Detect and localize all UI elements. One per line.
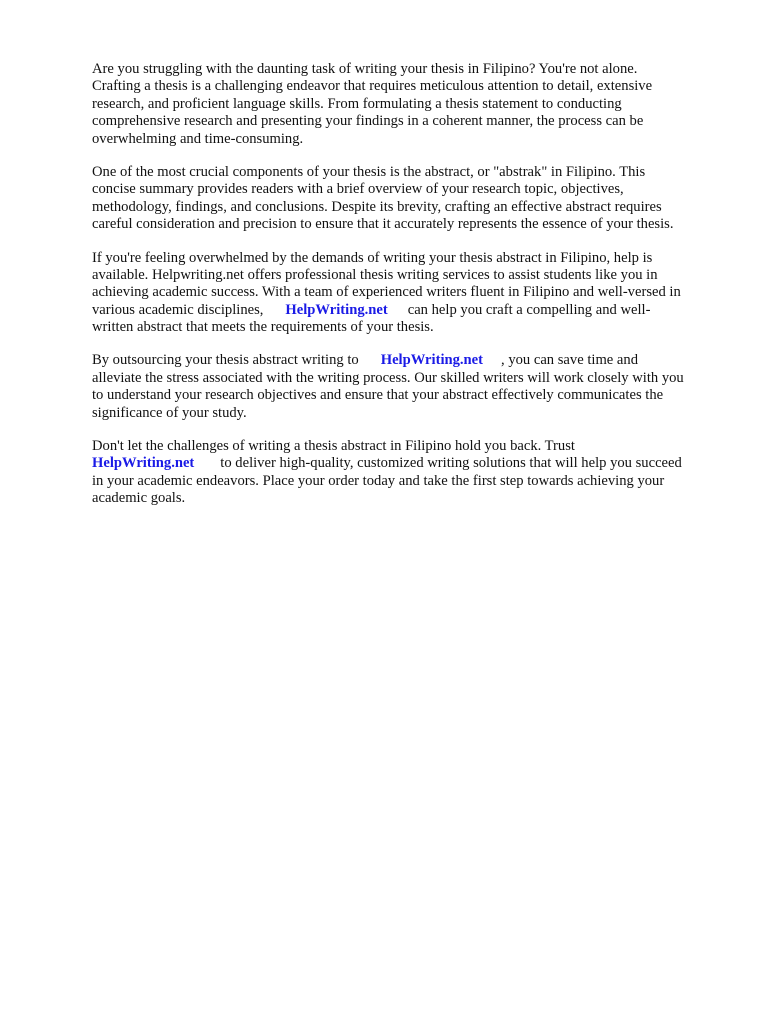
text-line: [92, 455, 724, 472]
paragraph-outsourcing: [92, 352, 724, 422]
text-line: methodology, findings, and conclusions. Despite its brevity, crafting an effective abstract requires: [92, 198, 662, 215]
text-segment: can help you craft a compelling and well-: [407, 301, 651, 318]
paragraph-help: [92, 250, 724, 337]
text-line: achieving academic success. With a team of experienced writers fluent in Filipino and well-versed in: [92, 284, 681, 301]
paragraph-intro: [92, 61, 724, 148]
text-line: Don't let the challenges of writing a thesis abstract in Filipino hold you back. Trust: [92, 438, 575, 455]
paragraph-trust: [92, 438, 724, 508]
helpwriting-link[interactable]: HelpWriting.net: [92, 455, 195, 472]
helpwriting-link[interactable]: HelpWriting.net: [285, 301, 388, 318]
text-line: overwhelming and time-consuming.: [92, 130, 304, 147]
text-line: comprehensive research and presenting your findings in a coherent manner, the process can be: [92, 113, 644, 130]
text-line: [92, 352, 724, 369]
text-line: Crafting a thesis is a challenging endeavor that requires meticulous attention to detail, extensive: [92, 78, 653, 95]
text-line: significance of your study.: [92, 404, 247, 421]
text-segment: various academic disciplines,: [92, 301, 264, 318]
text-line: to understand your research objectives and ensure that your abstract effectively communicates the: [92, 387, 664, 404]
text-line: Are you struggling with the daunting task of writing your thesis in Filipino? You're not alone.: [92, 61, 638, 77]
text-line: research, and proficient language skills. From formulating a thesis statement to conducting: [92, 95, 622, 112]
text-line: written abstract that meets the requirements of your thesis.: [92, 319, 434, 336]
text-line: available. Helpwriting.net offers professional thesis writing services to assist students like you in: [92, 266, 658, 283]
helpwriting-link[interactable]: HelpWriting.net: [380, 352, 484, 369]
paragraph-abstract: [92, 164, 724, 234]
text-line: academic goals.: [92, 490, 186, 507]
text-segment: to deliver high-quality, customized writing solutions that will help you succeed: [220, 455, 682, 472]
text-segment: , you can save time and: [501, 352, 638, 369]
text-line: If you're feeling overwhelmed by the demands of writing your thesis abstract in Filipino, help is: [92, 249, 653, 266]
text-line: concise summary provides readers with a brief overview of your research topic, objectives,: [92, 181, 624, 198]
text-line: careful consideration and precision to ensure that it accurately represents the essence of your thesis.: [92, 216, 674, 233]
text-line: One of the most crucial components of your thesis is the abstract, or "abstrak" in Filipino. This: [92, 163, 646, 180]
text-line: [92, 302, 724, 319]
document-page: [92, 61, 724, 524]
text-line: in your academic endeavors. Place your order today and take the first step towards achieving your: [92, 472, 665, 489]
text-line: alleviate the stress associated with the writing process. Our skilled writers will work closely with you: [92, 369, 684, 386]
text-segment: By outsourcing your thesis abstract writing to: [92, 352, 359, 369]
